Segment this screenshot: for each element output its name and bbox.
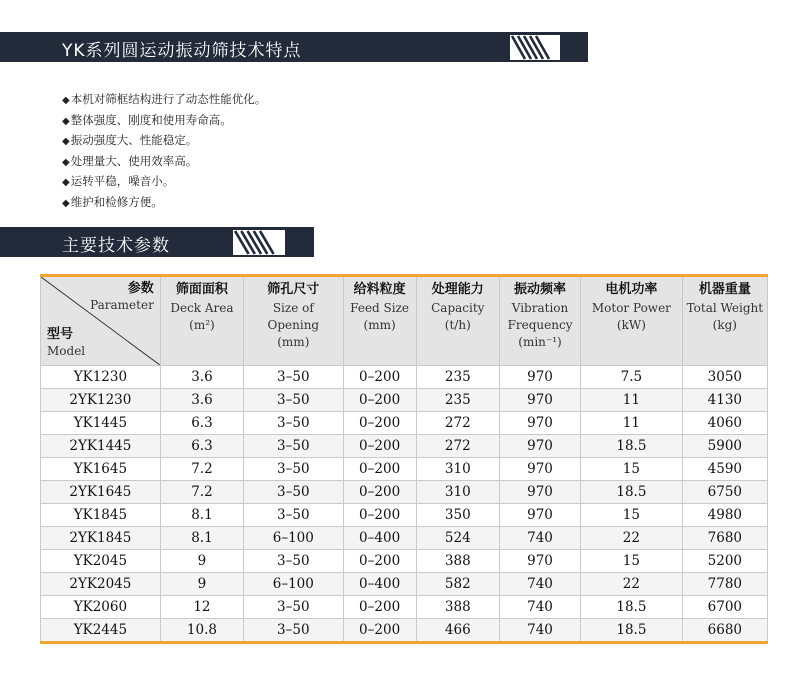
table-body	[41, 366, 768, 643]
opening-size-cell: 6–100	[244, 527, 344, 550]
model-cell: YK1645	[41, 458, 161, 481]
total-weight-cell: 5200	[682, 550, 767, 573]
feed-size-cell: 0–200	[343, 619, 416, 643]
stripes-decoration-icon	[233, 230, 285, 255]
opening-size-cell: 3–50	[244, 435, 344, 458]
vibration-frequency-cell: 970	[499, 481, 580, 504]
opening-size-cell: 3–50	[244, 596, 344, 619]
opening-size-cell: 3–50	[244, 366, 344, 389]
deck-area-cell: 10.8	[160, 619, 243, 643]
table-row	[41, 481, 768, 504]
total-weight-cell: 5900	[682, 435, 767, 458]
section-banner-specs	[0, 227, 314, 257]
vibration-frequency-cell: 970	[499, 504, 580, 527]
table-row	[41, 527, 768, 550]
model-cell: 2YK1845	[41, 527, 161, 550]
deck-area-cell: 3.6	[160, 366, 243, 389]
deck-area-cell: 3.6	[160, 389, 243, 412]
feed-size-cell: 0–200	[343, 412, 416, 435]
motor-power-cell: 11	[581, 389, 683, 412]
deck-area-cell: 6.3	[160, 435, 243, 458]
motor-power-cell: 7.5	[581, 366, 683, 389]
table-row	[41, 366, 768, 389]
table-row	[41, 619, 768, 643]
capacity-cell: 582	[416, 573, 499, 596]
diamond-bullet-icon: ◆	[62, 156, 70, 168]
feature-item: ◆维护和检修方便。	[62, 194, 163, 209]
corner-param-label-en: Parameter	[90, 298, 154, 312]
opening-size-cell: 3–50	[244, 389, 344, 412]
model-cell: YK1230	[41, 366, 161, 389]
vibration-frequency-cell: 740	[499, 619, 580, 643]
capacity-cell: 310	[416, 458, 499, 481]
total-weight-cell: 3050	[682, 366, 767, 389]
capacity-cell: 388	[416, 596, 499, 619]
feature-item: ◆振动强度大、性能稳定。	[62, 133, 198, 147]
capacity-cell: 388	[416, 550, 499, 573]
feed-size-cell: 0–200	[343, 504, 416, 527]
model-cell: YK1845	[41, 504, 161, 527]
table-row	[41, 596, 768, 619]
vibration-frequency-cell: 970	[499, 458, 580, 481]
motor-power-cell: 11	[581, 412, 683, 435]
stripes-decoration-icon	[510, 35, 560, 60]
table-header-row	[41, 276, 768, 366]
deck-area-cell: 9	[160, 573, 243, 596]
feed-size-cell: 0–400	[343, 527, 416, 550]
feature-item: ◆运转平稳，噪音小。	[62, 174, 175, 188]
vibration-frequency-cell: 970	[499, 435, 580, 458]
feed-size-cell: 0–200	[343, 458, 416, 481]
section-title-specs: 主要技术参数	[62, 236, 170, 256]
capacity-cell: 310	[416, 481, 499, 504]
column-header-feed-size: 给料粒度 Feed Size (mm)	[343, 276, 416, 366]
capacity-cell: 235	[416, 389, 499, 412]
capacity-cell: 235	[416, 366, 499, 389]
feature-list	[62, 90, 266, 213]
vibration-frequency-cell: 970	[499, 550, 580, 573]
vibration-frequency-cell: 740	[499, 573, 580, 596]
capacity-cell: 272	[416, 412, 499, 435]
vibration-frequency-cell: 970	[499, 412, 580, 435]
table-row	[41, 504, 768, 527]
model-cell: YK2445	[41, 619, 161, 643]
motor-power-cell: 18.5	[581, 481, 683, 504]
model-cell: YK1445	[41, 412, 161, 435]
motor-power-cell: 18.5	[581, 435, 683, 458]
corner-model-label-zh: 型号	[47, 327, 74, 342]
table-row	[41, 412, 768, 435]
diamond-bullet-icon: ◆	[62, 136, 70, 147]
total-weight-cell: 4980	[682, 504, 767, 527]
total-weight-cell: 4130	[682, 389, 767, 412]
capacity-cell: 350	[416, 504, 499, 527]
model-cell: 2YK1445	[41, 435, 161, 458]
vibration-frequency-cell: 970	[499, 389, 580, 412]
section-banner-features	[0, 32, 588, 62]
motor-power-cell: 18.5	[581, 596, 683, 619]
diamond-bullet-icon: ◆	[62, 197, 70, 209]
model-cell: YK2060	[41, 596, 161, 619]
total-weight-cell: 7780	[682, 573, 767, 596]
vibration-frequency-cell: 970	[499, 366, 580, 389]
deck-area-cell: 7.2	[160, 481, 243, 504]
table-row	[41, 458, 768, 481]
feature-item: ◆整体强度、刚度和使用寿命高。	[62, 112, 232, 127]
feed-size-cell: 0–200	[343, 366, 416, 389]
feed-size-cell: 0–400	[343, 573, 416, 596]
total-weight-cell: 7680	[682, 527, 767, 550]
feature-item: ◆处理量大、使用效率高。	[62, 153, 198, 168]
column-header-total-weight: 机器重量 Total Weight (kg)	[682, 276, 767, 366]
diamond-bullet-icon: ◆	[62, 115, 70, 127]
total-weight-cell: 6700	[682, 596, 767, 619]
capacity-cell: 272	[416, 435, 499, 458]
table-row	[41, 573, 768, 596]
feature-item: ◆本机对筛框结构进行了动态性能优化。	[62, 92, 267, 106]
total-weight-cell: 6750	[682, 481, 767, 504]
column-header-deck-area: 筛面面积 Deck Area (m²)	[160, 276, 243, 366]
opening-size-cell: 3–50	[244, 412, 344, 435]
vibration-frequency-cell: 740	[499, 596, 580, 619]
deck-area-cell: 7.2	[160, 458, 243, 481]
table-row	[41, 435, 768, 458]
corner-param-label-zh: 参数	[127, 281, 154, 296]
opening-size-cell: 3–50	[244, 619, 344, 643]
opening-size-cell: 3–50	[244, 550, 344, 573]
column-header-motor-power: 电机功率 Motor Power (kW)	[581, 276, 683, 366]
motor-power-cell: 15	[581, 458, 683, 481]
model-cell: YK2045	[41, 550, 161, 573]
deck-area-cell: 8.1	[160, 504, 243, 527]
motor-power-cell: 18.5	[581, 619, 683, 643]
deck-area-cell: 6.3	[160, 412, 243, 435]
motor-power-cell: 15	[581, 504, 683, 527]
opening-size-cell: 3–50	[244, 504, 344, 527]
column-header-opening-size: 筛孔尺寸 Size of Opening (mm)	[244, 276, 344, 366]
opening-size-cell: 3–50	[244, 458, 344, 481]
feed-size-cell: 0–200	[343, 389, 416, 412]
total-weight-cell: 6680	[682, 619, 767, 643]
model-cell: 2YK2045	[41, 573, 161, 596]
diamond-bullet-icon: ◆	[62, 95, 70, 106]
column-header-vibration-frequency: 振动频率 Vibration Frequency (min⁻¹)	[499, 276, 580, 366]
model-cell: 2YK1230	[41, 389, 161, 412]
opening-size-cell: 3–50	[244, 481, 344, 504]
motor-power-cell: 22	[581, 573, 683, 596]
motor-power-cell: 22	[581, 527, 683, 550]
feed-size-cell: 0–200	[343, 481, 416, 504]
spec-table	[40, 274, 768, 644]
feed-size-cell: 0–200	[343, 435, 416, 458]
table-row	[41, 550, 768, 573]
feed-size-cell: 0–200	[343, 596, 416, 619]
opening-size-cell: 6–100	[244, 573, 344, 596]
table-row	[41, 389, 768, 412]
capacity-cell: 524	[416, 527, 499, 550]
section-title-features: YK系列圆运动振动筛技术特点	[62, 41, 302, 61]
vibration-frequency-cell: 740	[499, 527, 580, 550]
total-weight-cell: 4060	[682, 412, 767, 435]
feed-size-cell: 0–200	[343, 550, 416, 573]
motor-power-cell: 15	[581, 550, 683, 573]
model-cell: 2YK1645	[41, 481, 161, 504]
deck-area-cell: 12	[160, 596, 243, 619]
deck-area-cell: 9	[160, 550, 243, 573]
corner-model-label-en: Model	[47, 344, 86, 358]
column-header-capacity: 处理能力 Capacity (t/h)	[416, 276, 499, 366]
total-weight-cell: 4590	[682, 458, 767, 481]
diamond-bullet-icon: ◆	[62, 177, 70, 188]
deck-area-cell: 8.1	[160, 527, 243, 550]
corner-header-cell	[41, 276, 161, 366]
capacity-cell: 466	[416, 619, 499, 643]
